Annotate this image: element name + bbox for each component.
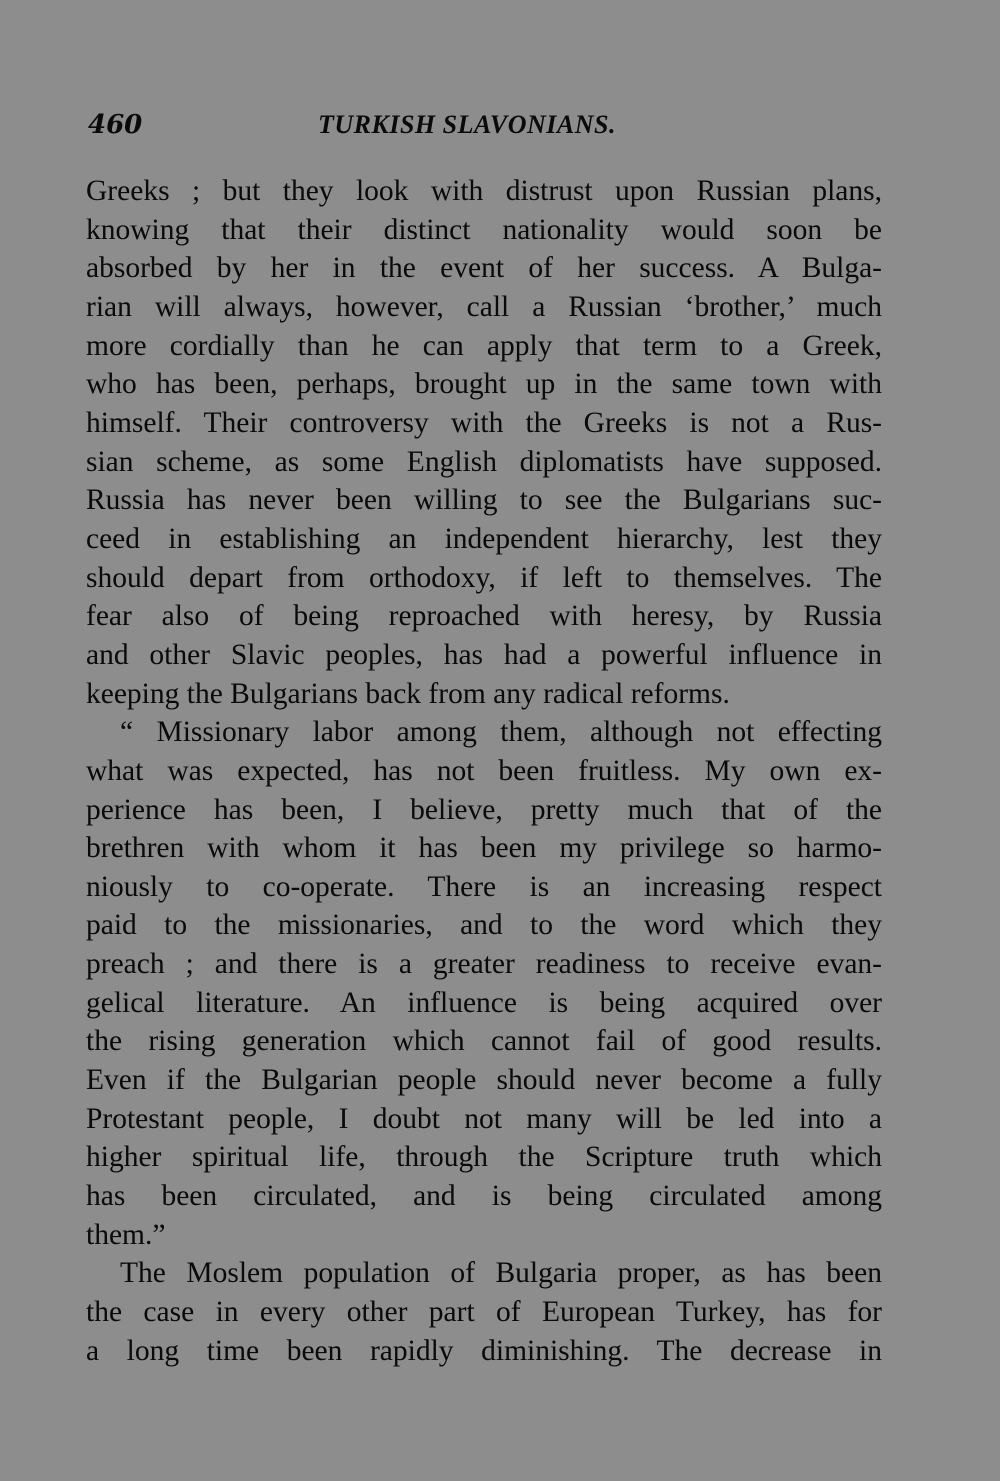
text-line: gelical literature. An influence is being acquired over [86, 986, 882, 1019]
text-line: and other Slavic peoples, has had a powerful influence in [86, 638, 882, 671]
text-line: has been circulated, and is being circulated among [86, 1180, 882, 1213]
text-line: brethren with whom it has been my privilege so harmo- [86, 832, 882, 865]
text-line: “ Missionary labor among them, although not effecting [120, 716, 882, 749]
text-line: niously to co-operate. There is an increasing respect [86, 870, 882, 903]
text-line: Russia has never been willing to see the Bulgarians suc- [86, 484, 882, 517]
text-line: absorbed by her in the event of her success. A Bulga- [86, 252, 882, 285]
text-line: sian scheme, as some English diplomatists have supposed. [86, 445, 882, 478]
body-text [86, 172, 882, 1370]
text-line: preach ; and there is a greater readiness to receive evan- [86, 948, 882, 981]
text-line: the case in every other part of European Turkey, has for [86, 1296, 882, 1329]
text-line: keeping the Bulgarians back from any radical reforms. [86, 677, 730, 710]
text-line: the rising generation which cannot fail of good results. [86, 1025, 882, 1058]
page-number: 460 [88, 110, 143, 140]
running-head: TURKISH SLAVONIANS. [318, 110, 616, 139]
text-line: what was expected, has not been fruitless. My own ex- [86, 754, 882, 787]
text-line: The Moslem population of Bulgaria proper, as has been [120, 1257, 882, 1290]
text-line: himself. Their controversy with the Greeks is not a Rus- [86, 406, 882, 439]
text-line: a long time been rapidly diminishing. The decrease in [86, 1334, 882, 1367]
text-line: should depart from orthodoxy, if left to themselves. The [86, 561, 882, 594]
text-line: Greeks ; but they look with distrust upon Russian plans, [86, 175, 882, 207]
text-line: rian will always, however, call a Russian ‘brother,’ much [86, 290, 882, 323]
text-line: more cordially than he can apply that term to a Greek, [86, 329, 882, 362]
text-line: Even if the Bulgarian people should never become a fully [86, 1064, 882, 1097]
text-line: knowing that their distinct nationality would soon be [86, 213, 882, 246]
text-line: Protestant people, I doubt not many will be led into a [86, 1102, 882, 1135]
text-line: perience has been, I believe, pretty much that of the [86, 793, 882, 826]
text-line: them.” [86, 1218, 166, 1251]
text-line: paid to the missionaries, and to the word which they [86, 909, 882, 942]
text-line: ceed in establishing an independent hierarchy, lest they [86, 522, 882, 555]
text-line: fear also of being reproached with heresy, by Russia [86, 600, 882, 633]
text-line: who has been, perhaps, brought up in the same town with [86, 368, 882, 401]
text-line: higher spiritual life, through the Scripture truth which [86, 1141, 882, 1174]
